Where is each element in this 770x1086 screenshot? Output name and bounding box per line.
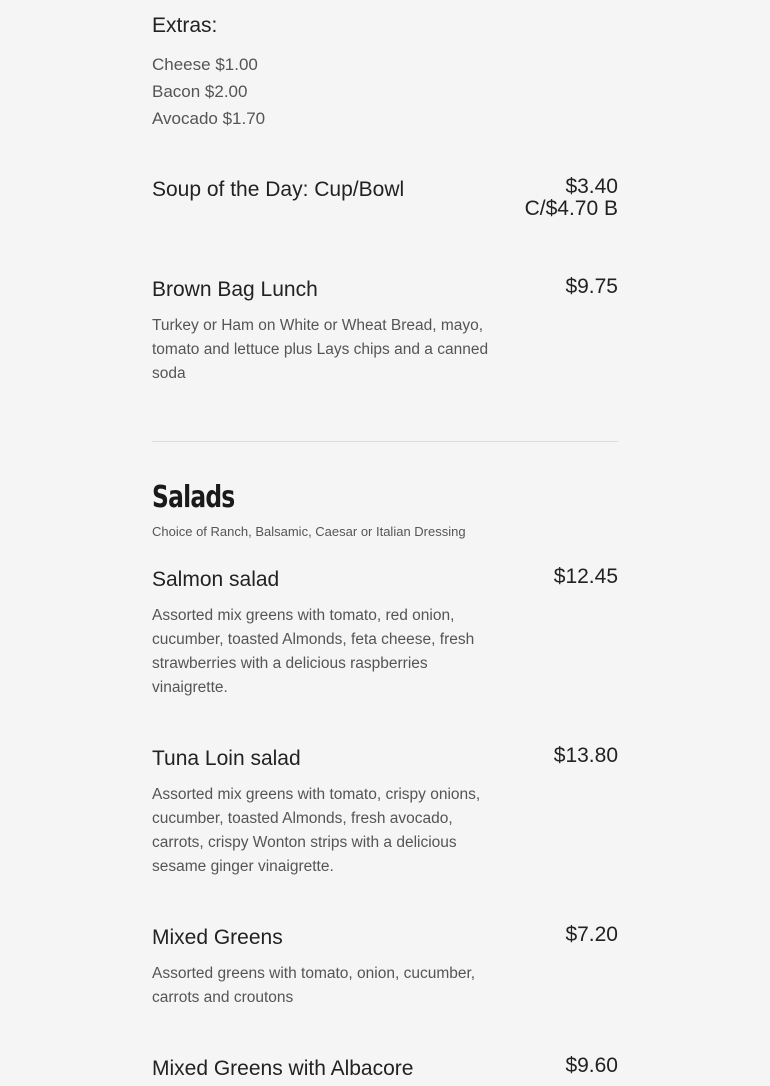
section-subtitle: Choice of Ranch, Balsamic, Caesar or Italian Dressing [152,524,466,539]
item-name: Soup of the Day: Cup/Bowl [152,178,405,201]
item-name: Brown Bag Lunch [152,278,318,301]
item-description: Turkey or Ham on White or Wheat Bread, mayo, tomato and lettuce plus Lays chips and a canned soda [152,317,489,382]
item-name: Salmon salad [152,568,280,591]
item-description: Assorted mix greens with tomato, red onion, cucumber, toasted Almonds, feta cheese, fresh strawberries with a delicious raspberries vinaigrette. [152,607,475,696]
section-divider [152,441,618,442]
item-description: Assorted greens with tomato, onion, cucumber, carrots and croutons [152,965,476,1006]
item-price: $13.80 [553,744,618,767]
section-title: Salads [152,480,235,515]
item-price: $9.75 [565,275,618,298]
item-price: $7.20 [565,923,618,946]
item-price-line: $3.40 [565,175,618,198]
item-price [508,176,618,220]
extras-title: Extras: [152,14,218,37]
extras-item: Bacon $2.00 [152,82,248,101]
item-price: $12.45 [553,565,618,588]
item-name: Mixed Greens with Albacore [152,1057,414,1080]
extras-item: Avocado $1.70 [152,109,266,128]
item-name: Tuna Loin salad [152,747,301,770]
item-name: Mixed Greens [152,926,283,949]
extras-item: Cheese $1.00 [152,55,258,74]
item-price-line: C/$4.70 B [524,197,618,220]
item-price: $9.60 [565,1054,618,1077]
extras-list [152,51,265,132]
item-description: Assorted mix greens with tomato, crispy onions, cucumber, toasted Almonds, fresh avocado, carrots, crispy Wonton strips with a delicious sesame ginger vinaigrette. [152,786,481,875]
